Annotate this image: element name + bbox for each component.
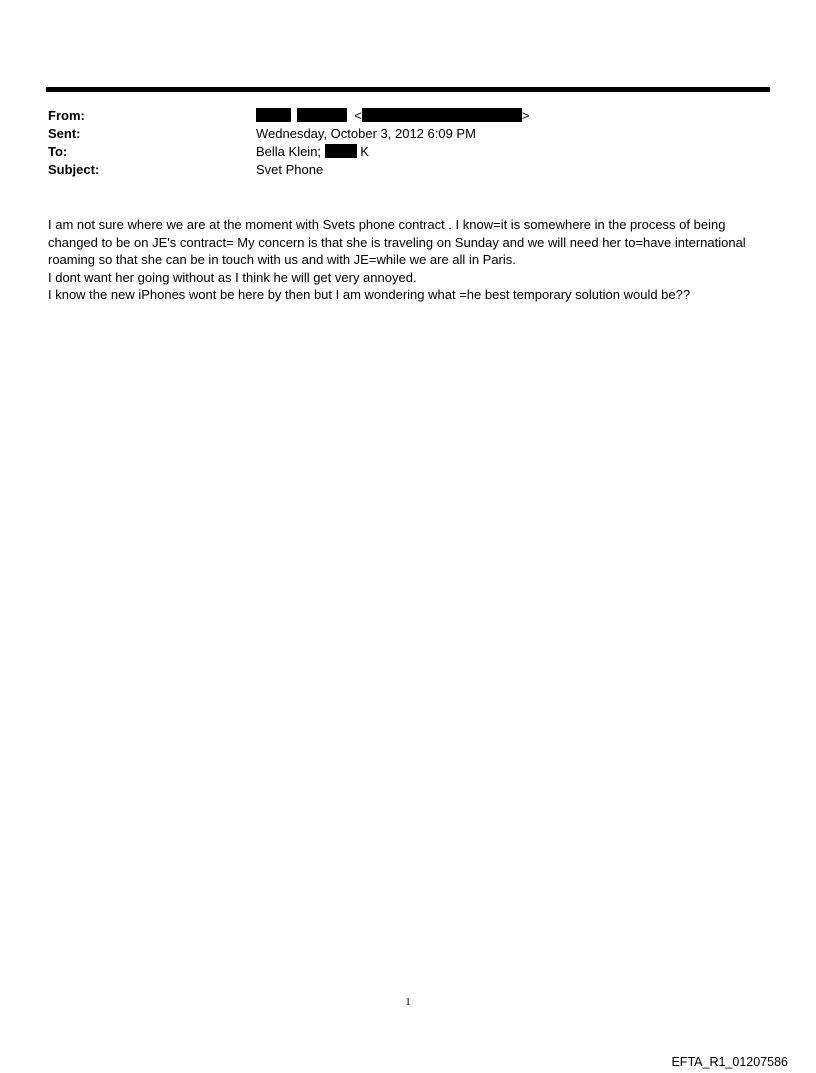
email-body: [48, 216, 772, 304]
redaction-box: [256, 108, 291, 122]
body-paragraph: I know the new iPhones wont be here by then but I am wondering what =he best temporary solution would be??: [48, 287, 691, 302]
to-recipient-1: Bella Klein;: [256, 144, 322, 159]
body-paragraph: I dont want her going without as I think he will get very annoyed.: [48, 269, 417, 285]
to-label: To:: [48, 144, 68, 159]
page-number: 1: [405, 996, 411, 1008]
bates-number: EFTA_R1_01207586: [671, 1055, 788, 1069]
redaction-box: [325, 144, 357, 158]
sent-value: Wednesday, October 3, 2012 6:09 PM: [256, 126, 476, 141]
sent-label: Sent:: [48, 126, 81, 141]
subject-label: Subject:: [48, 162, 100, 177]
to-value: [256, 143, 369, 161]
to-recipient-2-suffix: K: [360, 144, 369, 159]
body-paragraph: I am not sure where we are at the moment with Svets phone contract . I know=it is somewhere in the process of being changed to be on JE's contract= My concern is that she is traveling on Sunday and we will need her to=have international roaming so that she can be in touch with us and with JE=while we are all in Paris.: [48, 217, 746, 267]
redaction-box: [362, 108, 522, 122]
from-open-bracket: <: [354, 108, 362, 123]
redaction-box: [297, 108, 347, 122]
from-close-bracket: >: [521, 108, 530, 123]
from-value: [256, 107, 529, 125]
subject-value: Svet Phone: [256, 162, 324, 177]
header-divider-rule: [46, 87, 770, 92]
from-label: From:: [48, 108, 85, 123]
